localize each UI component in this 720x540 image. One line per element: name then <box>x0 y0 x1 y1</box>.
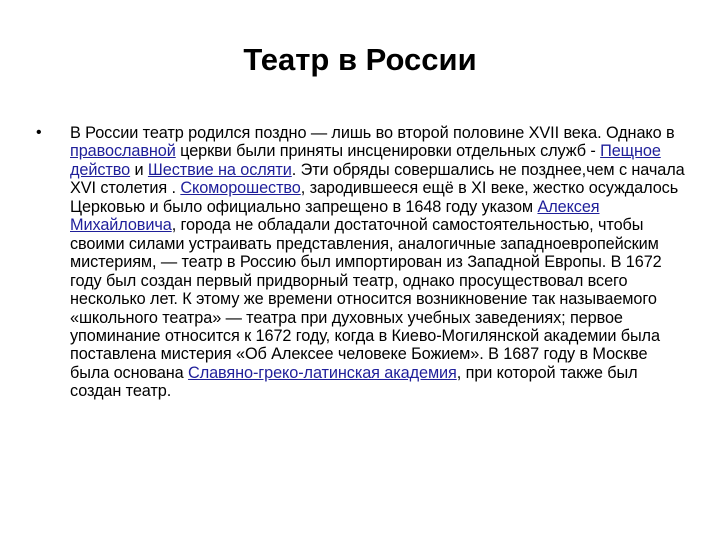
text-run: , города не обладали достаточной самостоятельностью, чтобы своими силами устраивать представления, аналогичные западноевропейским мистериям, — театр в Россию был импортирован из Западной Европы. В 1672 году был создан первый придворный театр, однако просуществовал всего несколько лет. К этому же времени относится возникновение так называемого «школьного театра» — театра при духовных учебных заведениях; первое упоминание относится к 1672 году, когда в Киево-Могилянской академии была поставлена мистерия «Об Алексее человеке Божием». В 1687 году в Москве была основана <box>70 216 662 382</box>
text-run: . Эти обряды совершались не позднее,чем с начала XVI столетия . <box>70 160 685 198</box>
text-run: и <box>130 160 148 179</box>
text-run: церкви были приняты инсценировки отдельных служб - <box>175 142 601 161</box>
link-skomorokh[interactable]: Скоморошество <box>180 179 301 198</box>
link-alexei-mikhailovich[interactable]: Алексея Михайловича <box>70 197 600 235</box>
slide-title: Театр в России <box>243 42 477 77</box>
bullet-item <box>36 124 686 401</box>
text-run: , при которой также был создан театр. <box>70 363 638 401</box>
link-furnace-play[interactable]: Пещное действо <box>70 142 661 179</box>
slide-content <box>36 124 686 401</box>
link-palm-sunday-procession[interactable]: Шествие на осляти <box>147 160 292 179</box>
text-run: В России театр родился поздно — лишь во второй половине XVII века. Однако в <box>70 124 675 142</box>
bullet-icon: • <box>36 124 42 141</box>
bullet-paragraph <box>70 124 686 401</box>
link-orthodox[interactable]: православной <box>70 142 176 161</box>
link-slavic-greek-latin-academy[interactable]: Славяно-греко-латинская академия <box>188 363 457 382</box>
text-run: , зародившееся ещё в XI веке, жестко осуждалось Церковью и было официально запрещено в 1648 году указом <box>70 179 679 216</box>
